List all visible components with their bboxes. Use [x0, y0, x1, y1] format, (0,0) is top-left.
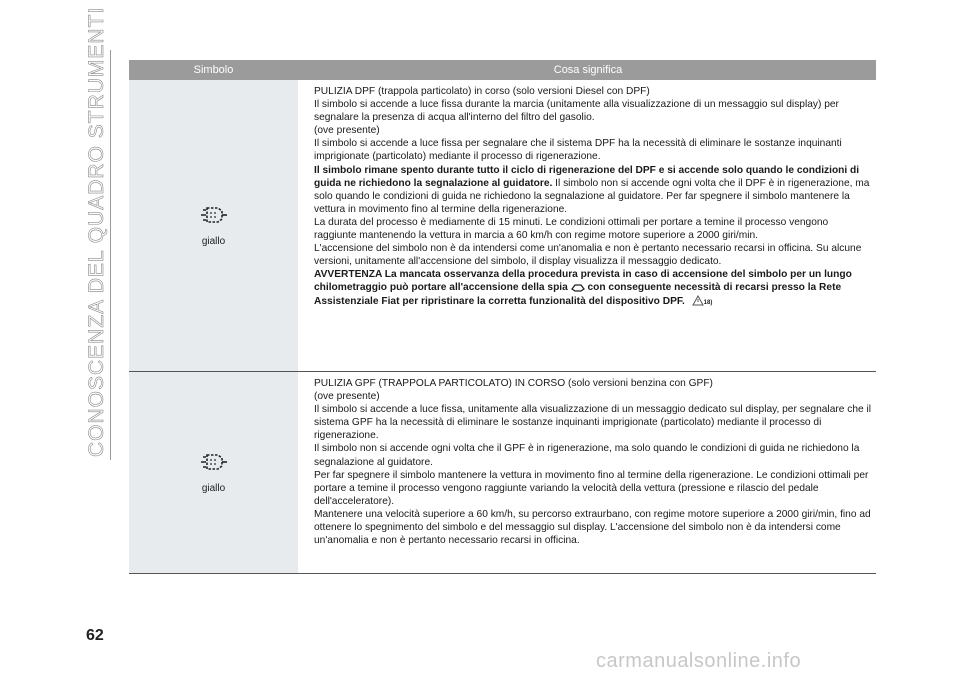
- side-divider: [110, 50, 111, 460]
- warning-reference: 18): [703, 299, 713, 306]
- symbol-color-label: giallo: [201, 483, 226, 494]
- gpf-icon: [200, 451, 228, 473]
- paragraph: Il simbolo non si accende ogni volta che il GPF è in rigenerazione, ma solo quando le condizioni di guida ne richiedono la segnalazione al guidatore.: [314, 443, 860, 468]
- paragraph: La durata del processo è mediamente di 15 minuti. Le condizioni ottimali per portare a temine il processo vengono raggiunte mantenendo la vettura in marcia a 60 km/h con regime motore superiore a 2000 giri/min.: [314, 216, 829, 242]
- symbol-cell: [129, 372, 298, 573]
- paragraph: [314, 164, 872, 216]
- row-title: PULIZIA DPF (trappola particolato) in corso (solo versioni Diesel con DPF): [314, 86, 650, 97]
- paragraph: Mantenere una velocità superiore a 60 km/h, su percorso extraurbano, con regime motore superiore a 2000 giri/min, fino ad ottenere lo spegnimento del simbolo e del messaggio sul display. L'accensione del simbolo non è da intendersi come un'anomalia e non è pertanto necessario recarsi in officina.: [314, 508, 871, 547]
- table-row: [129, 80, 876, 372]
- chapter-side-title: CONOSCENZA DEL QUADRO STRUMENTI: [85, 6, 108, 457]
- header-symbol: Simbolo: [193, 64, 234, 76]
- engine-warning-icon: [571, 283, 585, 292]
- dpf-icon: [200, 204, 228, 226]
- paragraph: Per far spegnere il simbolo mantenere la vettura in movimento fino al termine della rigenerazione. Le condizioni ottimali per portare a temine il processo vengono raggiunte variando la velocità della vettura (pressione e rilascio del pedale dell'acceleratore).: [314, 469, 869, 507]
- warning-text-b: con conseguente necessità di recarsi presso la Rete Assistenziale Fiat per ripristinare la corretta funzionalità del dispositivo DPF.: [314, 282, 842, 307]
- paragraph: (ove presente): [314, 391, 380, 403]
- page-number: 62: [86, 627, 104, 644]
- paragraph: Il simbolo si accende a luce fissa durante la marcia (unitamente alla visualizzazione di un messaggio sul display) per segnalare la presenza di acqua all'interno del filtro del gasolio.: [314, 99, 839, 124]
- warning-text-a: AVVERTENZA La mancata osservanza della procedura prevista in caso di accensione del simbolo per un lungo chilometraggio può portare all'accensione della spia: [314, 269, 852, 294]
- paragraph: (ove presente): [314, 125, 380, 137]
- meaning-cell: [300, 80, 876, 371]
- symbol-table: [129, 60, 876, 574]
- table-row: [129, 372, 876, 574]
- paragraph: Il simbolo si accende a luce fissa per segnalare che il sistema DPF ha la necessità di eliminare le sostanze inquinanti imprigionate (particolato) mediante il processo di rigenerazione.: [314, 138, 842, 163]
- paragraph-rest: Il simbolo non si accende ogni volta che il DPF è in rigenerazione, ma solo quando le condizioni di guida ne richiedono la segnalazione al guidatore. Per far spegnere il simbolo mantenere la vettura in movimento fino al termine della rigenerazione.: [314, 177, 870, 215]
- header-meaning: Cosa significa: [553, 64, 623, 76]
- bold-note: Il simbolo rimane spento durante tutto il ciclo di rigenerazione del DPF e si accende solo quando le condizioni di guida ne richiedono la segnalazione al guidatore.: [314, 164, 860, 189]
- warning-triangle-icon: [692, 295, 704, 306]
- watermark-text: carmanualsonline.info: [596, 650, 802, 672]
- table-header: [129, 60, 876, 80]
- symbol-cell: [129, 80, 298, 371]
- meaning-cell: [300, 372, 876, 573]
- row-title: PULIZIA GPF (TRAPPOLA PARTICOLATO) IN CORSO (solo versioni benzina con GPF): [314, 378, 713, 389]
- symbol-color-label: giallo: [201, 236, 226, 247]
- paragraph: Il simbolo si accende a luce fissa, unitamente alla visualizzazione di un messaggio dedicato sul display, per segnalare che il sistema GPF ha la necessità di eliminare le sostanze inquinanti imprigionate (particolato) mediante il processo di rigenerazione.: [314, 404, 872, 442]
- warning-paragraph: [314, 268, 872, 309]
- paragraph: L'accensione del simbolo non è da intendersi come un'anomalia e non è pertanto necessario recarsi in officina. Su alcune versioni, unitamente all'accensione del simbolo, il display visualizza il messaggio dedicato.: [314, 243, 862, 268]
